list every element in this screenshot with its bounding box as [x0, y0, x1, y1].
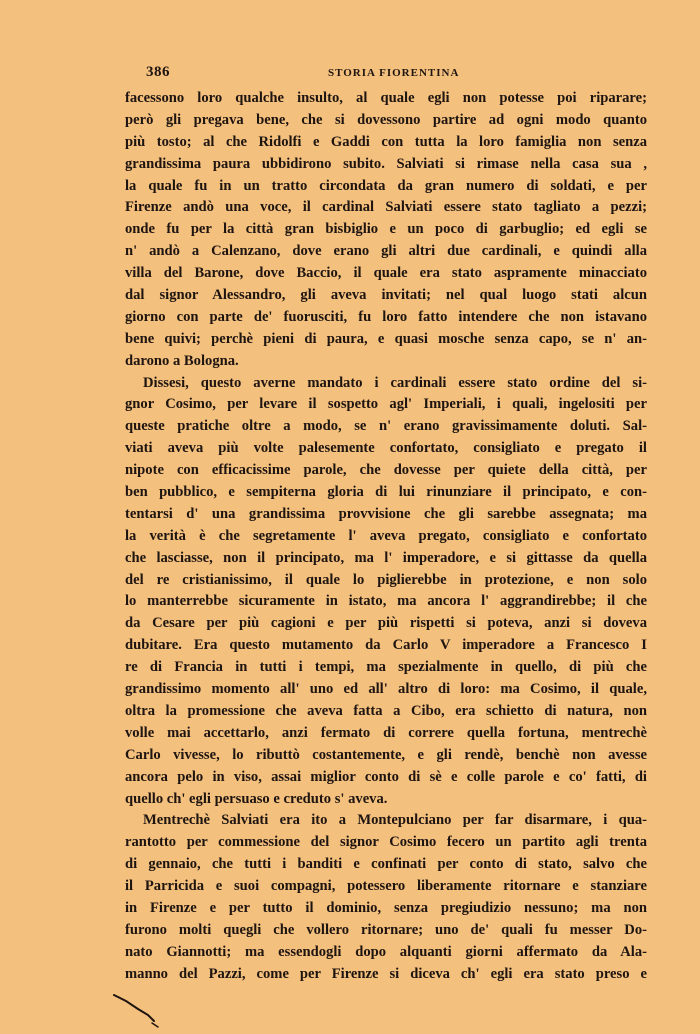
text-line: Carlo vivesse, lo ributtò costantemente, e gli rendè, benchè non avesse	[125, 746, 647, 763]
text-line: ancora pelo in viso, assai miglior conto di sè e colle parole e co' fatti, di	[125, 768, 647, 785]
body-text	[125, 88, 647, 986]
text-line: da Cesare per più cagioni e per più rispetti si poteva, anzi si doveva	[125, 615, 647, 632]
text-line: tentarsi d' una grandissima provvisione che gli sarebbe assegnata; ma	[125, 505, 647, 522]
text-line: grandissima paura ubbidirono subito. Salviati si rimase nella casa sua ,	[125, 155, 647, 172]
page-number: 386	[146, 64, 170, 80]
paragraph-start-line: Mentrechè Salviati era ito a Montepulciano per far disarmare, i qua-	[143, 812, 647, 829]
text-line: il Parricida e suoi compagni, potessero liberamente ritornare e stanziare	[125, 878, 647, 895]
text-line: darono a Bologna.	[125, 352, 239, 369]
text-line: giorno con parte de' fuorusciti, fu loro fatto intendere che non istavano	[125, 308, 647, 325]
text-line: viati aveva più volte palesemente confortato, consigliato e pregato il	[125, 440, 647, 457]
text-line: dubitare. Era questo mutamento da Carlo V imperadore a Francesco I	[125, 637, 647, 654]
text-line: più tosto; al che Ridolfi e Gaddi con tutta la loro famiglia non senza	[125, 133, 647, 150]
text-line: rantotto per commessione del signor Cosimo fecero un partito agli trenta	[125, 834, 647, 851]
text-line: oltra la promessione che aveva fatta a Cibo, era schietto di natura, non	[125, 702, 647, 719]
text-line: n' andò a Calenzano, dove erano gli altri due cardinali, e quindi alla	[125, 243, 647, 260]
text-line: manno del Pazzi, come per Firenze si diceva ch' egli era stato preso e	[125, 965, 647, 982]
text-line: ben pubblico, e sempiterna gloria di lui rinunziare il principato, e con-	[125, 484, 647, 501]
text-line: di gennaio, che tutti i banditi e confinati per conto di stato, salvo che	[125, 856, 647, 873]
text-line: in Firenze e per tutto il dominio, senza pregiudizio nessuno; ma non	[125, 899, 647, 916]
text-line: furono molti quegli che vollero ritornare; uno de' quali fu messer Do-	[125, 921, 647, 938]
running-title: STORIA FIORENTINA	[328, 67, 460, 79]
ink-mark	[112, 993, 162, 1029]
paragraph-start-line: Dissesi, questo averne mandato i cardinali essere stato ordine del si-	[143, 374, 647, 391]
text-line: facessono loro qualche insulto, al quale egli non potesse poi riparare;	[125, 90, 647, 106]
text-line: bene quivi; perchè pieni di paura, e quasi mosche senza capo, se n' an-	[125, 330, 647, 347]
text-line: re di Francia in tutti i tempi, ma spezialmente in quello, di più che	[125, 659, 647, 676]
text-line: grandissimo momento all' uno ed all' altro di loro: ma Cosimo, il quale,	[125, 681, 647, 698]
text-line: nato Giannotti; ma essendogli dopo alquanti giorni affermato da Ala-	[125, 943, 647, 960]
text-line: lo manterrebbe sicuramente in istato, ma ancora l' aggrandirebbe; il che	[125, 593, 647, 610]
text-line: del re cristianissimo, il quale lo piglierebbe in protezione, e non solo	[125, 571, 647, 588]
text-line: Firenze andò una voce, il cardinal Salviati essere stato tagliato a pezzi;	[125, 199, 647, 216]
text-line: che lasciasse, non il principato, ma l' imperadore, e si gittasse da quella	[125, 549, 647, 566]
text-line: dal signor Alessandro, gli aveva invitati; nel qual luogo stati alcun	[125, 287, 647, 304]
text-line: onde fu per la città gran bisbiglio e un poco di garbuglio; ed egli se	[125, 221, 647, 238]
text-line: però gli pregava bene, che si dovessono partire ad ogni modo quanto	[125, 111, 647, 128]
text-line: villa del Barone, dove Baccio, il quale era stato aspramente minacciato	[125, 265, 647, 282]
text-line: nipote con efficacissime parole, che dovesse per quiete della città, per	[125, 462, 647, 479]
text-line: la quale fu in un tratto circondata da gran numero di soldati, e per	[125, 177, 647, 194]
page-header	[146, 64, 546, 84]
text-line: gnor Cosimo, per levare il sospetto agl' Imperiali, i quali, ingelositi per	[125, 396, 647, 413]
text-line: volle mai accettarlo, anzi fermato di correre quella fortuna, mentrechè	[125, 724, 647, 741]
text-line: quello ch' egli persuaso e creduto s' aveva.	[125, 790, 388, 807]
text-line: la verità è che segretamente l' aveva pregato, consigliato e confortato	[125, 527, 647, 544]
text-line: queste pratiche oltre a modo, se n' erano gravissimamente doluti. Sal-	[125, 418, 647, 435]
